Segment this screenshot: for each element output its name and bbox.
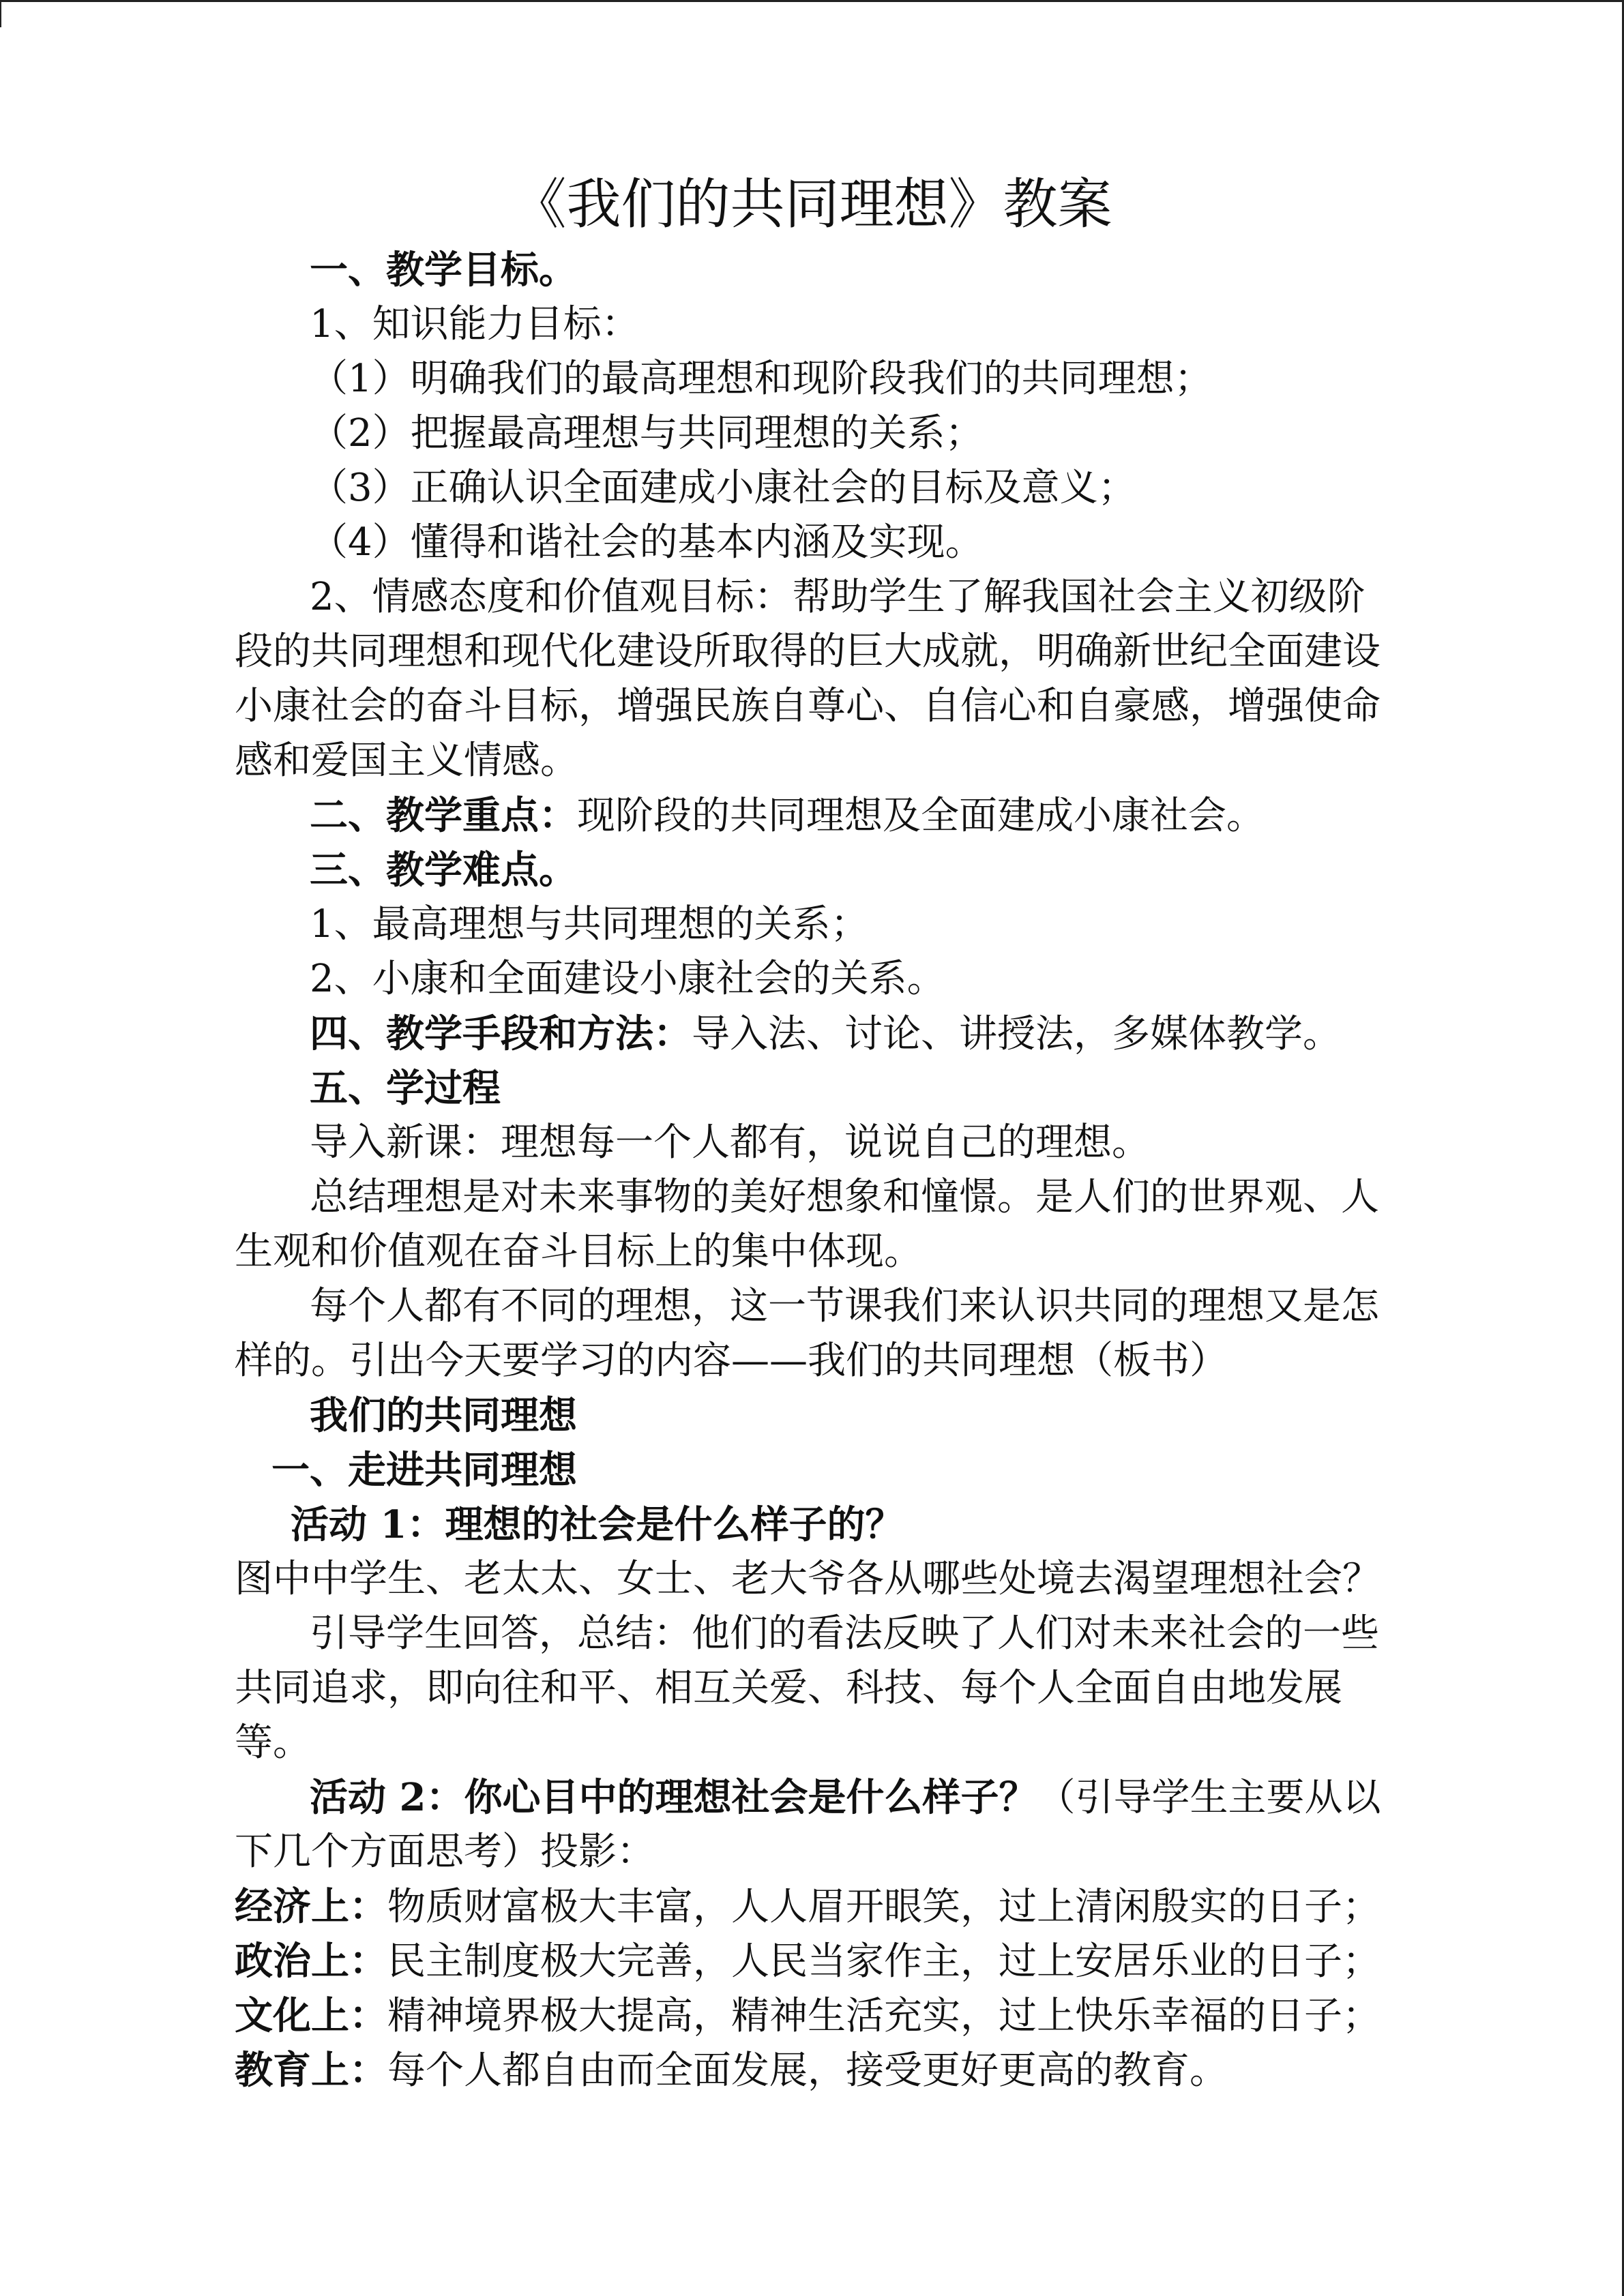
guide-line-1: 引导学生回答，总结：他们的看法反映了人们对未来社会的一些: [310, 1611, 1379, 1656]
emotion-line-2: 段的共同理想和现代化建设所取得的巨大成就，明确新世纪全面建设: [235, 629, 1381, 674]
activity-2-line: [310, 1771, 1381, 1825]
aspect-politics: [235, 1935, 1381, 1988]
knowledge-item-3: （3）正确认识全面建成小康社会的目标及意义；: [310, 466, 1136, 510]
board-title: 我们的共同理想: [310, 1393, 577, 1438]
activity-2-continuation: 下几个方面思考）投影：: [235, 1830, 655, 1874]
process-heading: 五、学过程: [310, 1066, 501, 1111]
aspect-education: [235, 2044, 1228, 2098]
aspect-education-text: 每个人都自由而全面发展，接受更好更高的教育。: [387, 2048, 1228, 2093]
document-title: 《我们的共同理想》教案: [512, 173, 1112, 236]
activity-2-label: 活动 2：你心目中的理想社会是什么样子？: [310, 1775, 1037, 1820]
key-point-text: 现阶段的共同理想及全面建成小康社会。: [577, 794, 1265, 838]
key-point-line: [310, 789, 1265, 843]
aspect-economy-text: 物质财富极大丰富，人人眉开眼笑，过上清闲殷实的日子；: [387, 1885, 1381, 1929]
activity-1-question: 图中中学生、老太太、女士、老大爷各从哪些处境去渴望理想社会？: [235, 1557, 1381, 1601]
emotion-line-1: 2、情感态度和价值观目标：帮助学生了解我国社会主义初级阶: [310, 575, 1365, 619]
difficulty-item-2: 2、小康和全面建设小康社会的关系。: [310, 957, 945, 1001]
methods-text: 导入法、讨论、讲授法，多媒体教学。: [692, 1012, 1341, 1056]
aspect-culture-text: 精神境界极大提高，精神生活充实，过上快乐幸福的日子；: [387, 1994, 1381, 2038]
knowledge-item-1: （1）明确我们的最高理想和现阶段我们的共同理想；: [310, 357, 1213, 401]
emotion-line-3: 小康社会的奋斗目标，增强民族自尊心、自信心和自豪感，增强使命: [235, 684, 1381, 728]
summary-line-1: 总结理想是对未来事物的美好想象和憧憬。是人们的世界观、人: [310, 1175, 1379, 1219]
guide-line-3: 等。: [235, 1720, 311, 1765]
goal-heading: 一、教学目标。: [310, 248, 577, 293]
lead-line-2: 样的。引出今天要学习的内容——我们的共同理想（板书）: [235, 1339, 1228, 1383]
intro-line: 导入新课：理想每一个人都有，说说自己的理想。: [310, 1120, 1150, 1165]
aspect-economy: [235, 1880, 1381, 1934]
knowledge-item-4: （4）懂得和谐社会的基本内涵及实现。: [310, 520, 984, 565]
lead-line-1: 每个人都有不同的理想，这一节课我们来认识共同的理想又是怎: [310, 1284, 1379, 1328]
methods-label: 四、教学手段和方法：: [310, 1011, 692, 1056]
methods-line: [310, 1007, 1341, 1061]
aspect-culture-label: 文化上：: [235, 1993, 387, 2038]
summary-line-2: 生观和价值观在奋斗目标上的集中体现。: [235, 1229, 922, 1274]
aspect-politics-text: 民主制度极大完善，人民当家作主，过上安居乐业的日子；: [387, 1939, 1381, 1984]
knowledge-item-2: （2）把握最高理想与共同理想的关系；: [310, 411, 984, 456]
page-border-left: [0, 0, 1, 27]
activity-2-text: （引导学生主要从以: [1037, 1776, 1381, 1820]
emotion-line-4: 感和爱国主义情感。: [235, 739, 578, 783]
page-border-top: [0, 0, 1624, 2]
difficulty-heading: 三、教学难点。: [310, 848, 577, 893]
activity-1-heading: 活动 1：理想的社会是什么样子的？: [291, 1502, 904, 1547]
guide-line-2: 共同追求，即向往和平、相互关爱、科技、每个人全面自由地发展: [235, 1666, 1342, 1710]
aspect-economy-label: 经济上：: [235, 1884, 387, 1929]
difficulty-item-1: 1、最高理想与共同理想的关系；: [310, 902, 869, 946]
aspect-culture: [235, 1989, 1381, 2043]
aspect-politics-label: 政治上：: [235, 1939, 387, 1984]
key-point-label: 二、教学重点：: [310, 793, 577, 838]
knowledge-heading: 1、知识能力目标：: [310, 302, 640, 346]
aspect-education-label: 教育上：: [235, 2048, 387, 2093]
section-one-heading: 一、走进共同理想: [271, 1448, 577, 1493]
